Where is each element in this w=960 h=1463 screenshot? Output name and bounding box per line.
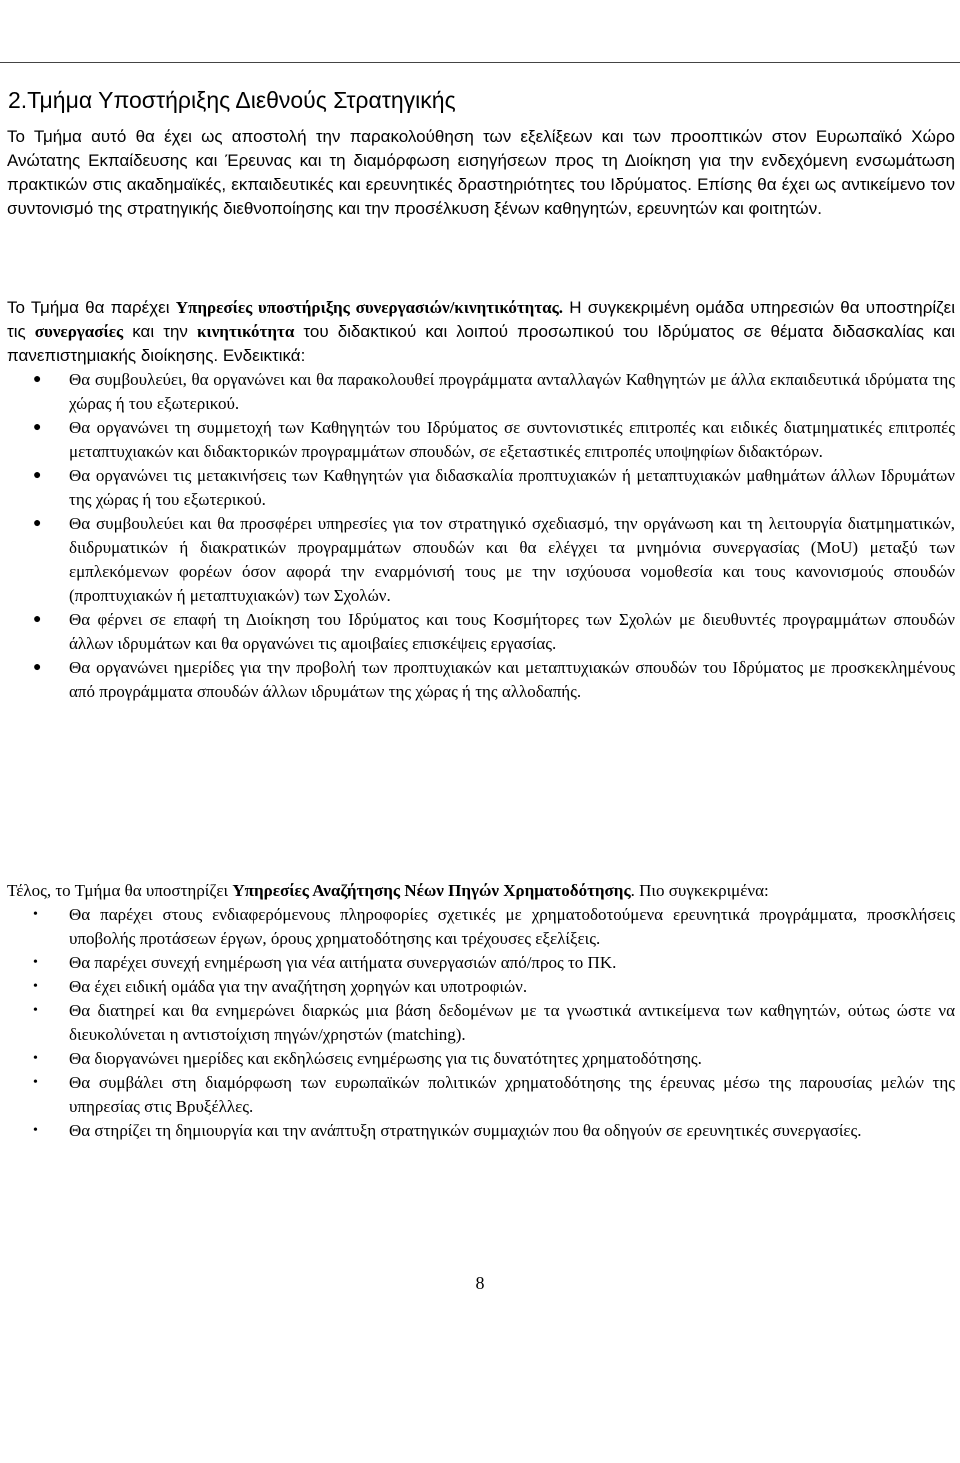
funding-tail: . Πιο συγκεκριμένα: [630, 881, 769, 900]
bullet-dot: • [33, 955, 38, 970]
header-rule [0, 62, 960, 63]
bullet-dot: ● [33, 660, 42, 675]
list-item-text: Θα παρέχει στους ενδιαφερόμενους πληροφορίες σχετικές με χρηματοδοτούμενα ερευνητικά προγράμματα, προσκλήσεις υποβολής προτάσεων έργων, όρους χρηματοδότησης και τρέχουσες εξελίξεις. [69, 905, 955, 948]
list-item-text: Θα φέρνει σε επαφή τη Διοίκηση του Ιδρύματος και τους Κοσμήτορες των Σχολών με διευθυντές προγραμμάτων σπουδών άλλων ιδρυμάτων και θα οργανώνει τις αμοιβαίες επισκέψεις εργασίας. [69, 610, 955, 653]
intro-paragraph [7, 125, 955, 221]
list-item-text: Θα στηρίζει τη δημιουργία και την ανάπτυξη στρατηγικών συμμαχιών που θα οδηγούν σε ερευνητικές συνεργασίες. [69, 1121, 862, 1140]
list-item-text: Θα έχει ειδική ομάδα για την αναζήτηση χορηγών και υποτροφιών. [69, 977, 528, 996]
list-item [7, 999, 955, 1047]
list-item [7, 975, 955, 999]
services-section [7, 296, 955, 704]
services-text-1: Η συγκεκριμένη ομάδα υπηρεσιών θα υποστηρίζει τις [7, 298, 955, 341]
list-item-text: Θα συμβουλεύει και θα προσφέρει υπηρεσίες για τον στρατηγικό σχεδιασμό, την οργάνωση και τη λειτουργία διατμηματικών, διιδρυματικών ή διακρατικών προγραμμάτων σπουδών και θα ελέγχει τα μνημόνια συνεργασίας (MoU) μεταξύ των εμπλεκόμενων φορέων όσον αφορά την εναρμόνισή τους με την ισχύουσα νομοθεσία και τους κανονισμούς σπουδών (προπτυχιακών ή μεταπτυχιακών) των Σχολών. [69, 514, 955, 605]
funding-bullet-list [7, 903, 955, 1143]
list-item [7, 416, 955, 464]
list-item-text: Θα συμβάλει στη διαμόρφωση των ευρωπαϊκών πολιτικών χρηματοδότησης της έρευνας μέσω της παρουσίας μελών της υπηρεσίας στις Βρυξέλλες. [69, 1073, 955, 1116]
list-item-text: Θα παρέχει συνεχή ενημέρωση για νέα αιτήματα συνεργασιών από/προς το ΠΚ. [69, 953, 617, 972]
list-item-text: Θα οργανώνει τις μετακινήσεις των Καθηγητών για διδασκαλία προπτυχιακών ή μεταπτυχιακών μαθημάτων άλλων Ιδρυμάτων της χώρας ή του εξωτερικού. [69, 466, 955, 509]
list-item-text: Θα οργανώνει ημερίδες για την προβολή των προπτυχιακών και μεταπτυχιακών σπουδών του Ιδρύματος με προσκεκλημένους από προγράμματα σπουδών άλλων ιδρυμάτων της χώρας ή της αλλοδαπής. [69, 658, 955, 701]
bullet-dot: ● [33, 516, 42, 531]
services-lead: Το Τμήμα θα παρέχει [7, 298, 176, 317]
list-item [7, 608, 955, 656]
bullet-dot: ● [33, 612, 42, 627]
list-item [7, 1119, 955, 1143]
section-heading: 2.Τμήμα Υποστήριξης Διεθνούς Στρατηγικής [8, 87, 456, 113]
list-item-text: Θα οργανώνει τη συμμετοχή των Καθηγητών του Ιδρύματος σε συντονιστικές επιτροπές και ειδικές διατμηματικές επιτροπές μεταπτυχιακών και διδακτορικών προγραμμάτων σπουδών, σε εξεταστικές επιτροπές υποψηφίων διδακτόρων. [69, 418, 955, 461]
bullet-dot: • [33, 1003, 38, 1018]
services-text-2: και την [123, 322, 197, 341]
page-number: 8 [475, 1273, 485, 1293]
list-item-text: Θα διατηρεί και θα ενημερώνει διαρκώς μια βάση δεδομένων με τα γνωστικά αντικείμενα των καθηγητών, ούτως ώστε να διευκολύνεται η αντιστοίχιση πηγών/χρηστών (matching). [69, 1001, 955, 1044]
bullet-dot: ● [33, 468, 42, 483]
bullet-dot: • [33, 1051, 38, 1066]
list-item [7, 951, 955, 975]
list-item [7, 1047, 955, 1071]
services-bold-mobility: κινητικότητα [196, 322, 295, 341]
services-paragraph [7, 296, 955, 368]
bullet-dot: • [33, 1123, 38, 1138]
bullet-dot: • [33, 907, 38, 922]
list-item [7, 656, 955, 704]
intro-text: Το Τμήμα αυτό θα έχει ως αποστολή την παρακολούθηση των εξελίξεων και των προοπτικών στον Ευρωπαϊκό Χώρο Ανώτατης Εκπαίδευσης και Έρευνας και τη διαμόρφωση εισηγήσεων προς τη Διοίκηση για την ενδεχόμενη ενσωμάτωση πρακτικών στις ακαδημαϊκές, εκπαιδευτικές και ερευνητικές δραστηριότητες του Ιδρύματος. Επίσης θα έχει ως αντικείμενο τον συντονισμό της στρατηγικής διεθνοποίησης και την προσέλκυση ξένων καθηγητών, ερευνητών και φοιτητών. [7, 127, 955, 218]
list-item-text: Θα συμβουλεύει, θα οργανώνει και θα παρακολουθεί προγράμματα ανταλλαγών Καθηγητών με άλλα εκπαιδευτικά ιδρύματα της χώρας ή του εξωτερικού. [69, 370, 955, 413]
services-bullet-list [7, 368, 955, 704]
list-item-text: Θα διοργανώνει ημερίδες και εκδηλώσεις ενημέρωσης για τις δυνατότητες χρηματοδότησης. [69, 1049, 702, 1068]
bullet-dot: ● [33, 372, 42, 387]
services-text-3: του διδακτικού και λοιπού προσωπικού του Ιδρύματος σε θέματα διδασκαλίας και πανεπιστημιακής διοίκησης. Ενδεικτικά: [7, 322, 955, 365]
services-bold-collaborations: συνεργασίες [34, 322, 124, 341]
bullet-dot: ● [33, 420, 42, 435]
funding-paragraph [7, 879, 955, 903]
list-item [7, 512, 955, 608]
funding-title: Υπηρεσίες Αναζήτησης Νέων Πηγών Χρηματοδότησης [232, 881, 631, 900]
list-item [7, 368, 955, 416]
list-item [7, 464, 955, 512]
bullet-dot: • [33, 1075, 38, 1090]
services-title: Υπηρεσίες υποστήριξης συνεργασιών/κινητικότητας. [175, 298, 564, 317]
list-item [7, 903, 955, 951]
list-item [7, 1071, 955, 1119]
funding-section [7, 879, 955, 1143]
funding-lead: Τέλος, το Τμήμα θα υποστηρίζει [7, 881, 233, 900]
bullet-dot: • [33, 979, 38, 994]
